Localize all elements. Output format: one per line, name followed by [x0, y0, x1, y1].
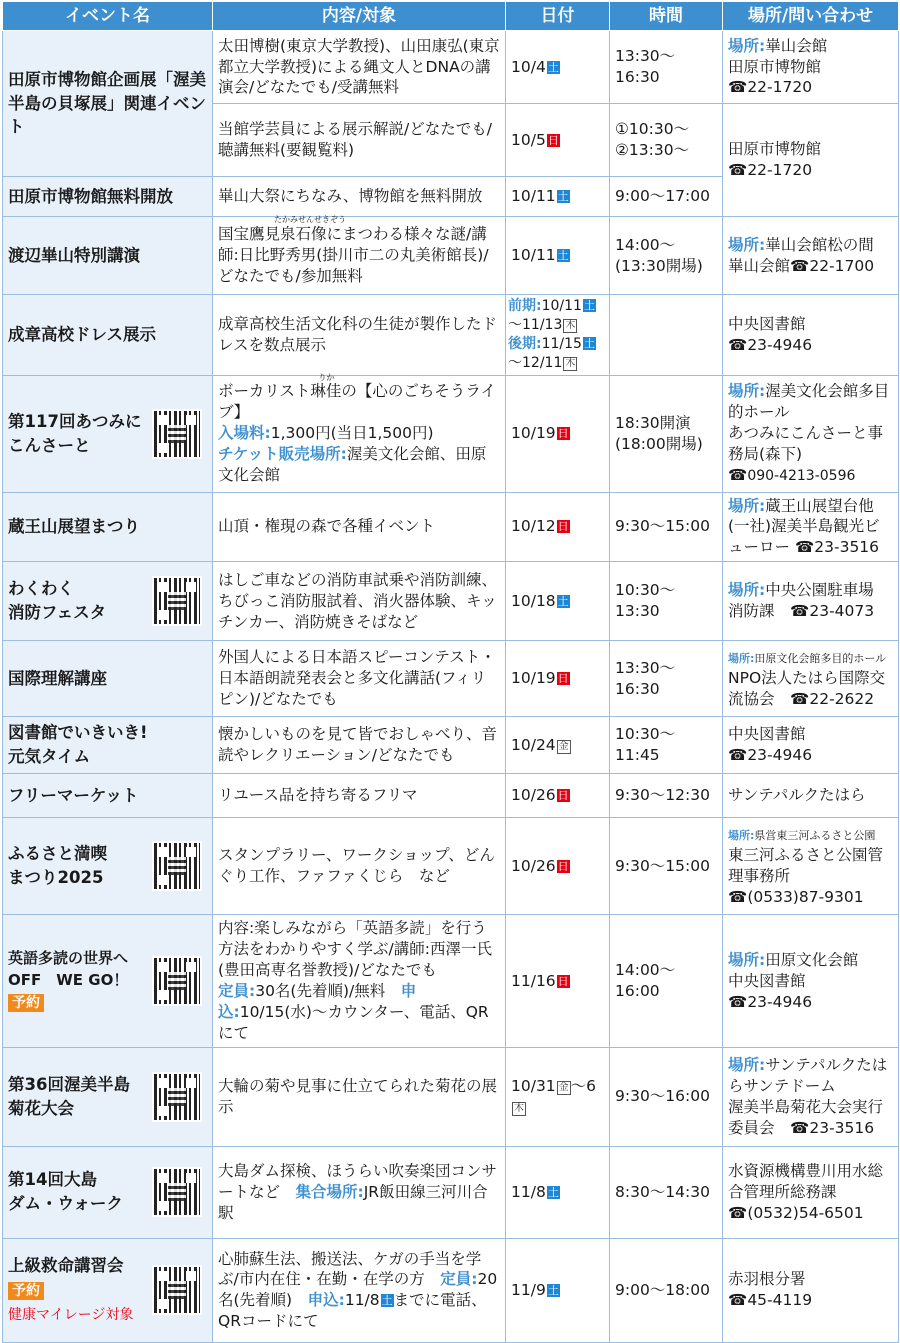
event-time: 10:30〜13:30	[610, 562, 723, 641]
event-content: 内容:楽しみながら「英語多読」を行う方法をわかりやすく学ぶ/講師:西澤一氏(豊田高専名誉教授)/どなたでも 定員:30名(先着順)/無料 申込:10/15(水)〜カウンター、電話、QRにて	[213, 915, 506, 1048]
event-time: 8:30〜14:30	[610, 1146, 723, 1238]
event-time: 9:00〜18:00	[610, 1238, 723, 1342]
event-time: 9:30〜12:30	[610, 774, 723, 818]
event-name: 成章高校ドレス展示	[3, 295, 213, 376]
table-row	[3, 818, 899, 915]
event-date: 10/18 土	[506, 562, 610, 641]
event-date: 10/11 土	[506, 177, 610, 217]
event-date: 11/8 土	[506, 1146, 610, 1238]
event-place: 場所:崋山会館 田原市博物館 ☎22-1720	[723, 31, 899, 104]
saturday-mark: 土	[557, 594, 569, 608]
event-date: 10/19 日	[506, 641, 610, 717]
event-place: 場所:県営東三河ふるさと公園 東三河ふるさと公園管理事務所 ☎(0533)87-9301	[723, 818, 899, 915]
event-name: 上級救命講習会 予約 健康マイレージ対象	[3, 1238, 213, 1342]
event-time: 14:00〜16:00	[610, 915, 723, 1048]
table-row	[3, 295, 899, 376]
col-header-date: 日付	[506, 2, 610, 31]
event-content: スタンプラリー、ワークショップ、どんぐり工作、ファファくじら など	[213, 818, 506, 915]
qr-code[interactable]	[154, 843, 200, 889]
event-name: 第14回大島 ダム・ウォーク	[3, 1146, 213, 1238]
reservation-badge: 予約	[8, 1282, 44, 1300]
event-time: 13:30〜16:30	[610, 641, 723, 717]
phone-icon: ☎	[728, 1203, 748, 1222]
table-row	[3, 717, 899, 774]
event-name: 蔵王山展望まつり	[3, 492, 213, 562]
event-date: 11/9 土	[506, 1238, 610, 1342]
event-time: 18:30開演 (18:00開場)	[610, 375, 723, 492]
col-header-content: 内容/対象	[213, 2, 506, 31]
event-place: 場所:中央公園駐車場 消防課 ☎23-4073	[723, 562, 899, 641]
event-time: 9:30〜15:00	[610, 492, 723, 562]
event-content: 外国人による日本語スピーコンテスト・日本語朗読発表会と多文化講話(フィリピン)/どなたでも	[213, 641, 506, 717]
event-content: 崋山大祭にちなみ、博物館を無料開放	[213, 177, 506, 217]
event-date: 10/31 金 〜6 木	[506, 1047, 610, 1146]
qr-code[interactable]	[154, 1169, 200, 1215]
event-content: 当館学芸員による展示解説/どなたでも/聴講無料(要観覧料)	[213, 104, 506, 177]
sunday-mark: 日	[557, 859, 569, 873]
phone-icon: ☎	[728, 746, 748, 765]
friday-mark: 金	[558, 740, 569, 752]
event-content: 懐かしいものを見て皆でおしゃべり、音読やレクリエーション/どなたでも	[213, 717, 506, 774]
sunday-mark: 日	[557, 789, 569, 803]
event-name: 第36回渥美半島 菊花大会	[3, 1047, 213, 1146]
saturday-mark: 土	[547, 1185, 559, 1199]
qr-code[interactable]	[154, 1267, 200, 1313]
phone-icon: ☎	[790, 690, 810, 709]
event-name: 田原市博物館企画展「渥美半島の貝塚展」関連イベント	[3, 31, 213, 177]
phone-icon: ☎	[728, 1291, 748, 1310]
col-header-place: 場所/問い合わせ	[723, 2, 899, 31]
event-name: 英語多読の世界へ OFF WE GO！ 予約	[3, 915, 213, 1048]
event-time: 9:00〜17:00	[610, 177, 723, 217]
event-time: 9:30〜15:00	[610, 818, 723, 915]
saturday-mark: 土	[557, 190, 569, 204]
event-place: 場所:渥美文化会館多目的ホール あつみにこんさーと事務局(森下) ☎090-4213-0596	[723, 375, 899, 492]
event-place: 中央図書館 ☎23-4946	[723, 295, 899, 376]
sunday-mark: 日	[557, 427, 569, 441]
col-header-time: 時間	[610, 2, 723, 31]
event-content: たかみせんせきぞう 国宝鷹見泉石像にまつわる様々な謎/講師:日比野秀男(掛川市二の丸美術館長)/どなたでも/参加無料	[213, 217, 506, 295]
table-row	[3, 562, 899, 641]
table-row	[3, 31, 899, 104]
event-content: 太田博樹(東京大学教授)、山田康弘(東京都立大学教授)による縄文人とDNAの講演会/どなたでも/受講無料	[213, 31, 506, 104]
event-place: 場所:サンテパルクたはらサンテドーム 渥美半島菊花大会実行委員会 ☎23-3516	[723, 1047, 899, 1146]
phone-icon: ☎	[728, 465, 748, 484]
event-name: 第117回あつみに こんさーと	[3, 375, 213, 492]
qr-code[interactable]	[154, 1074, 200, 1120]
event-name: フリーマーケット	[3, 774, 213, 818]
event-content: リユース品を持ち寄るフリマ	[213, 774, 506, 818]
event-name: ふるさと満喫 まつり2025	[3, 818, 213, 915]
table-row	[3, 492, 899, 562]
event-content: はしご車などの消防車試乗や消防訓練、ちびっこ消防服試着、消火器体験、キッチンカー、消防焼きそばなど	[213, 562, 506, 641]
event-name: わくわく 消防フェスタ	[3, 562, 213, 641]
saturday-mark: 土	[547, 1283, 559, 1297]
event-content: 大島ダム探検、ほうらい吹奏楽団コンサートなど 集合場所:JR飯田線三河川合駅	[213, 1146, 506, 1238]
event-place: 赤羽根分署 ☎45-4119	[723, 1238, 899, 1342]
table-row	[3, 641, 899, 717]
saturday-mark: 土	[547, 60, 559, 74]
event-date: 10/26 日	[506, 818, 610, 915]
phone-icon: ☎	[728, 78, 748, 97]
event-name: 図書館でいきいき! 元気タイム	[3, 717, 213, 774]
phone-icon: ☎	[728, 161, 748, 179]
event-time: 10:30〜11:45	[610, 717, 723, 774]
event-content: ボーカリスト りか 琳佳の【心のごちそうライブ】 入場料:1,300円(当日1,500円) チケット販売場所:渥美文化会館、田原文化会館	[213, 375, 506, 492]
event-place: 場所:崋山会館松の間 崋山会館☎22-1700	[723, 217, 899, 295]
phone-icon: ☎	[790, 1118, 810, 1137]
health-mileage-label: 健康マイレージ対象	[8, 1307, 134, 1324]
event-date: 10/12 日	[506, 492, 610, 562]
event-date: 10/4 土	[506, 31, 610, 104]
sunday-mark: 日	[547, 133, 559, 147]
event-content: 心肺蘇生法、搬送法、ケガの手当を学ぶ/市内在住・在勤・在学の方 定員:20名(先着順) 申込:11/8 土までに電話、QRコードにて	[213, 1238, 506, 1342]
event-name: 国際理解講座	[3, 641, 213, 717]
event-content: 山頂・権現の森で各種イベント	[213, 492, 506, 562]
phone-icon: ☎	[728, 992, 748, 1011]
event-place: 田原市博物館 ☎22-1720	[723, 104, 899, 217]
event-date: 10/19 日	[506, 375, 610, 492]
sunday-mark: 日	[557, 520, 569, 534]
event-place: 水資源機構豊川用水総合管理所総務課 ☎(0532)54-6501	[723, 1146, 899, 1238]
table-row	[3, 1047, 899, 1146]
saturday-mark: 土	[557, 249, 569, 263]
event-content: 成章高校生活文化科の生徒が製作したドレスを数点展示	[213, 295, 506, 376]
qr-code[interactable]	[154, 578, 200, 624]
event-content: 大輪の菊や見事に仕立てられた菊花の展示	[213, 1047, 506, 1146]
qr-code[interactable]	[154, 411, 200, 457]
event-time	[610, 295, 723, 376]
phone-icon: ☎	[728, 335, 748, 354]
sunday-mark: 日	[557, 974, 569, 988]
phone-icon: ☎	[794, 538, 815, 557]
event-place: 場所:田原文化会館多目的ホール NPO法人たはら国際交流協会 ☎22-2622	[723, 641, 899, 717]
table-row	[3, 1238, 899, 1342]
event-date: 前期:10/11 土〜11/13 木 後期:11/15 土〜12/11 木	[506, 295, 610, 376]
phone-icon: ☎	[790, 602, 810, 621]
reservation-badge: 予約	[8, 994, 44, 1012]
event-time: 9:30〜16:00	[610, 1047, 723, 1146]
table-row	[3, 375, 899, 492]
sunday-mark: 日	[557, 672, 569, 686]
event-time: ①10:30〜 ②13:30〜	[610, 104, 723, 177]
col-header-event: イベント名	[3, 2, 213, 31]
event-table	[2, 2, 899, 1343]
event-date: 10/5 日	[506, 104, 610, 177]
table-row	[3, 1146, 899, 1238]
event-date: 10/26 日	[506, 774, 610, 818]
event-date: 10/24 金	[506, 717, 610, 774]
event-place: 場所:田原文化会館 中央図書館 ☎23-4946	[723, 915, 899, 1048]
event-name: 田原市博物館無料開放	[3, 177, 213, 217]
event-place: サンテパルクたはら	[723, 774, 899, 818]
table-row	[3, 774, 899, 818]
table-row	[3, 915, 899, 1048]
event-time: 13:30〜16:30	[610, 31, 723, 104]
event-place: 場所:蔵王山展望台他 (一社)渥美半島観光ビューロー ☎23-3516	[723, 492, 899, 562]
qr-code[interactable]	[154, 958, 200, 1004]
phone-icon: ☎	[790, 256, 810, 275]
event-date: 10/11 土	[506, 217, 610, 295]
event-name: 渡辺崋山特別講演	[3, 217, 213, 295]
event-time: 14:00〜 (13:30開場)	[610, 217, 723, 295]
event-date: 11/16 日	[506, 915, 610, 1048]
header-row	[3, 2, 899, 31]
phone-icon: ☎	[728, 888, 748, 907]
event-place: 中央図書館 ☎23-4946	[723, 717, 899, 774]
table-row	[3, 217, 899, 295]
